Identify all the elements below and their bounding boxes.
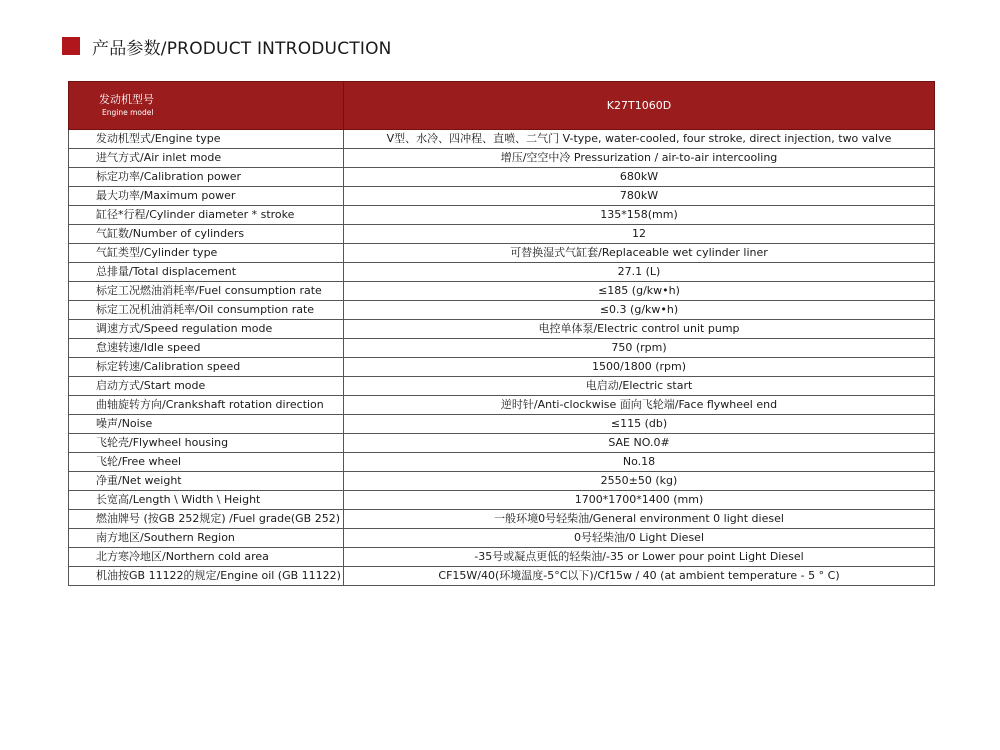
table-row <box>69 434 935 453</box>
parameter-name: 标定工况燃油消耗率/Fuel consumption rate <box>69 282 344 301</box>
engine-model-label-en: Engine model <box>102 108 154 117</box>
parameter-value: ≤115 (db) <box>344 415 935 434</box>
parameter-name: 发动机型式/Engine type <box>69 130 344 149</box>
table-row <box>69 567 935 586</box>
parameter-name: 最大功率/Maximum power <box>69 187 344 206</box>
section-header <box>62 34 392 58</box>
table-row <box>69 130 935 149</box>
table-row <box>69 187 935 206</box>
parameter-name: 飞轮/Free wheel <box>69 453 344 472</box>
parameter-value: 可替换湿式气缸套/Replaceable wet cylinder liner <box>344 244 935 263</box>
header-row <box>69 82 935 130</box>
parameter-value: 电控单体泵/Electric control unit pump <box>344 320 935 339</box>
parameter-value: 电启动/Electric start <box>344 377 935 396</box>
parameter-name: 怠速转速/Idle speed <box>69 339 344 358</box>
table-row <box>69 225 935 244</box>
parameter-value: 1700*1700*1400 (mm) <box>344 491 935 510</box>
table-row <box>69 396 935 415</box>
table-row <box>69 206 935 225</box>
parameter-name: 机油按GB 11122的规定/Engine oil (GB 11122) <box>69 567 344 586</box>
parameter-name: 南方地区/Southern Region <box>69 529 344 548</box>
parameter-name: 标定功率/Calibration power <box>69 168 344 187</box>
spec-table-header <box>69 82 935 130</box>
parameter-value: 680kW <box>344 168 935 187</box>
parameter-name: 启动方式/Start mode <box>69 377 344 396</box>
table-row <box>69 301 935 320</box>
parameter-value: 135*158(mm) <box>344 206 935 225</box>
table-row <box>69 358 935 377</box>
table-row <box>69 529 935 548</box>
parameter-value: 增压/空空中冷 Pressurization / air-to-air intercooling <box>344 149 935 168</box>
parameter-name: 缸径*行程/Cylinder diameter * stroke <box>69 206 344 225</box>
parameter-name: 飞轮壳/Flywheel housing <box>69 434 344 453</box>
table-row <box>69 282 935 301</box>
table-row <box>69 453 935 472</box>
parameter-name: 气缸类型/Cylinder type <box>69 244 344 263</box>
parameter-name: 气缸数/Number of cylinders <box>69 225 344 244</box>
parameter-value: 780kW <box>344 187 935 206</box>
table-row <box>69 149 935 168</box>
parameter-name: 标定转速/Calibration speed <box>69 358 344 377</box>
table-row <box>69 415 935 434</box>
table-row <box>69 472 935 491</box>
parameter-value: ≤0.3 (g/kw•h) <box>344 301 935 320</box>
parameter-name: 标定工况机油消耗率/Oil consumption rate <box>69 301 344 320</box>
parameter-value: 750 (rpm) <box>344 339 935 358</box>
parameter-name: 调速方式/Speed regulation mode <box>69 320 344 339</box>
parameter-value: No.18 <box>344 453 935 472</box>
parameter-name: 净重/Net weight <box>69 472 344 491</box>
red-square-icon <box>62 37 80 55</box>
parameter-name: 燃油牌号 (按GB 252规定) /Fuel grade(GB 252) <box>69 510 344 529</box>
parameter-value: 1500/1800 (rpm) <box>344 358 935 377</box>
parameter-name: 总排量/Total displacement <box>69 263 344 282</box>
parameter-value: 0号轻柴油/0 Light Diesel <box>344 529 935 548</box>
parameter-value: V型、水冷、四冲程、直喷、二气门 V-type, water-cooled, four stroke, direct injection, two valve <box>344 130 935 149</box>
table-row <box>69 510 935 529</box>
parameter-name: 长宽高/Length \ Width \ Height <box>69 491 344 510</box>
engine-model-label-zh: 发动机型号 <box>99 93 154 106</box>
parameter-value: CF15W/40(环境温度-5°C以下)/Cf15w / 40 (at ambient temperature - 5 ° C) <box>344 567 935 586</box>
table-row <box>69 548 935 567</box>
table-row <box>69 339 935 358</box>
parameter-value: -35号或凝点更低的轻柴油/-35 or Lower pour point Light Diesel <box>344 548 935 567</box>
table-row <box>69 320 935 339</box>
parameter-name: 进气方式/Air inlet mode <box>69 149 344 168</box>
section-title: 产品参数/PRODUCT INTRODUCTION <box>92 38 392 59</box>
parameter-value: 一般环境0号轻柴油/General environment 0 light diesel <box>344 510 935 529</box>
table-row <box>69 377 935 396</box>
parameter-value: ≤185 (g/kw•h) <box>344 282 935 301</box>
parameter-name: 噪声/Noise <box>69 415 344 434</box>
parameter-name: 曲轴旋转方向/Crankshaft rotation direction <box>69 396 344 415</box>
table-row <box>69 263 935 282</box>
parameter-value: SAE NO.0# <box>344 434 935 453</box>
engine-model-header <box>69 82 344 130</box>
spec-table <box>68 81 935 586</box>
engine-model-value: K27T1060D <box>344 82 935 130</box>
parameter-value: 2550±50 (kg) <box>344 472 935 491</box>
table-row <box>69 491 935 510</box>
spec-table-body <box>69 130 935 586</box>
table-row <box>69 244 935 263</box>
parameter-value: 12 <box>344 225 935 244</box>
parameter-value: 27.1 (L) <box>344 263 935 282</box>
parameter-name: 北方寒冷地区/Northern cold area <box>69 548 344 567</box>
parameter-value: 逆时针/Anti-clockwise 面向飞轮端/Face flywheel end <box>344 396 935 415</box>
table-row <box>69 168 935 187</box>
